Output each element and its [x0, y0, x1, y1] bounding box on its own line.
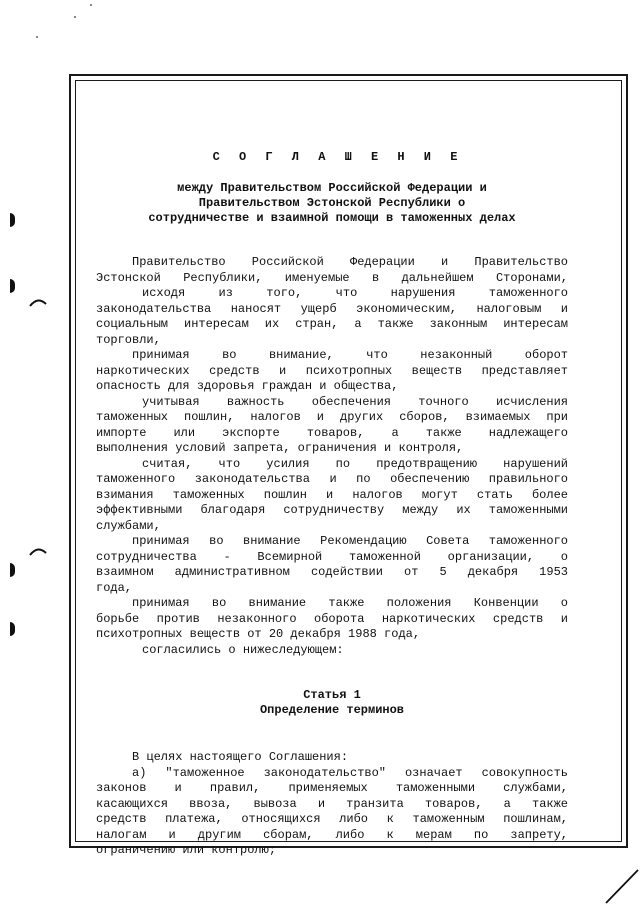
document-content [96, 150, 568, 859]
text-line: взаимном административном содействии от 5 декабря 1953 [96, 565, 568, 579]
text-line: законодательства наносят ущерб экономическим, налоговым и [96, 301, 568, 316]
text-line: ограничению или контролю; [96, 843, 277, 857]
scan-speck [90, 4, 92, 6]
text-line: выполнения условий запрета, ограничения и контроля, [96, 441, 464, 455]
article-body [96, 750, 568, 859]
text-line: В целях настоящего Соглашения: [132, 750, 349, 764]
text-line: Правительство Российской Федерации и Правительство [132, 255, 568, 269]
text-line: считая, что усилия по предотвращению нарушений [142, 456, 568, 471]
scan-mark [604, 866, 640, 905]
text-line: таможенных пошлин, налогов и других сборов, взимаемых при [96, 410, 568, 424]
text-line: принимая во внимание также положения Конвенции о [132, 596, 568, 610]
text-line: учитывая важность обеспечения точного исчисления [142, 394, 568, 409]
scan-speck [74, 16, 76, 18]
text-line: исходя из того, что нарушения таможенного [142, 286, 568, 300]
text-line: сотрудничества - Всемирной таможенной организации, о [96, 549, 568, 564]
text-line: года, [96, 580, 133, 595]
text-line: таможенного законодательства и по обеспечению правильного [96, 472, 568, 486]
text-line: налогам и другим сборам, либо к мерам по запрету, [96, 827, 568, 842]
text-line: торговли, [96, 332, 161, 347]
text-line: психотропных веществ от 20 декабря 1988 года, [96, 627, 421, 641]
article-heading [96, 688, 568, 718]
document-subtitle [96, 181, 568, 226]
subtitle-line: между Правительством Российской Федерации и [177, 181, 487, 195]
text-line: борьбе против незаконного оборота наркотических средств и [96, 611, 568, 626]
subtitle-line: сотрудничестве и взаимной помощи в таможенных делах [148, 211, 516, 225]
text-line: службами, [96, 518, 161, 533]
scan-speck [36, 36, 38, 38]
document-heading: С О Г Л А Ш Е Н И Е [212, 150, 464, 164]
text-line: касающихся ввоза, вывоза и транзита товаров, а также [96, 796, 568, 811]
article-number: Статья 1 [303, 688, 361, 702]
scan-mark [28, 296, 48, 308]
text-line: принимая во внимание Рекомендацию Совета таможенного [132, 534, 568, 548]
text-line: опасность для здоровья граждан и общества, [96, 379, 399, 393]
scan-mark [10, 213, 15, 227]
preamble [96, 255, 568, 658]
scan-mark [28, 545, 48, 557]
text-line: эффективными благодаря сотрудничеству между их таможенными [96, 503, 568, 517]
text-line: наркотических средств и психотропных веществ представляет [96, 363, 568, 378]
text-line: законов и правил, применяемых таможенными службами, [96, 781, 568, 795]
text-line: а) "таможенное законодательство" означает совокупность [132, 765, 568, 780]
text-line: взимания таможенных пошлин и налогов могут стать более [96, 487, 568, 502]
text-line: средств платежа, относящихся либо к таможенным пошлинам, [96, 812, 568, 826]
text-line: Эстонской Республики, именуемые в дальнейшем Сторонами, [96, 270, 568, 285]
text-line: принимая во внимание, что незаконный оборот [132, 348, 568, 362]
article-title: Определение терминов [259, 703, 405, 717]
subtitle-line: Правительством Эстонской Республики о [198, 196, 466, 210]
text-line: импорте или экспорте товаров, а также надлежащего [96, 425, 568, 440]
scan-mark [10, 622, 15, 636]
scan-mark [10, 279, 15, 293]
text-line: согласились о нижеследующем: [142, 642, 344, 657]
text-line: социальным интересам их стран, а также законным интересам [96, 317, 568, 331]
scan-mark [10, 563, 15, 577]
